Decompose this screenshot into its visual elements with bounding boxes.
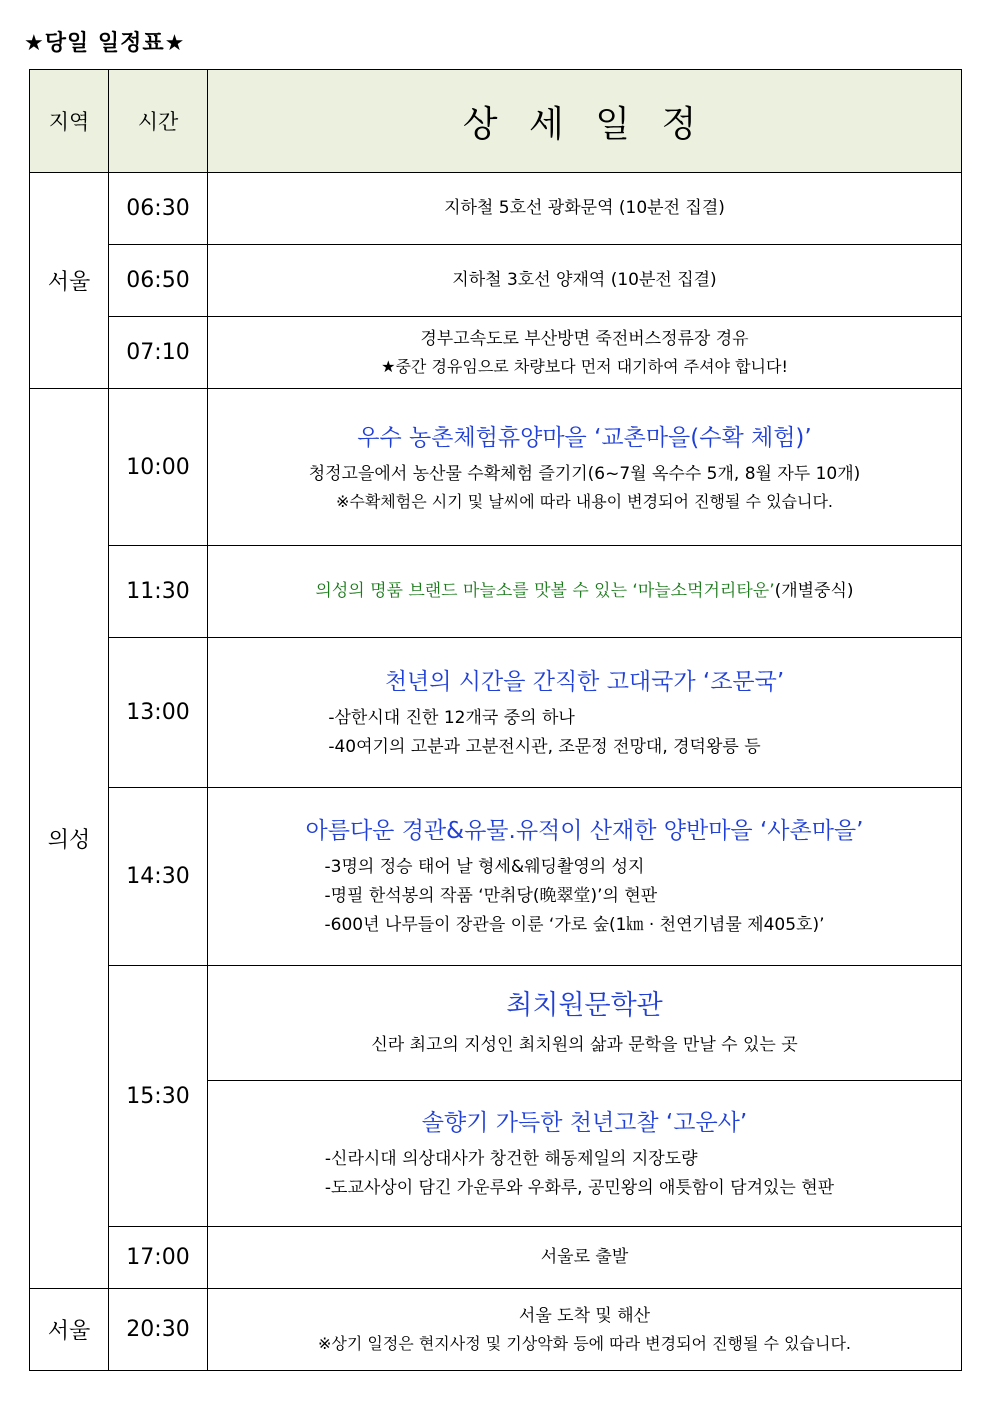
detail-line: 청정고을에서 농산물 수확체험 즐기기(6~7월 옥수수 5개, 8월 자두 10개) bbox=[308, 463, 861, 484]
region-uiseong: 의성 bbox=[30, 389, 109, 1289]
detail-line: 서울 도착 및 해산 bbox=[518, 1306, 651, 1326]
time-cell: 17:00 bbox=[109, 1227, 208, 1289]
bullet-item: -3명의 정승 태어 날 형세&웨딩촬영의 성지 bbox=[324, 857, 645, 877]
detail-cell: 서울로 출발 bbox=[208, 1227, 962, 1289]
table-row bbox=[30, 245, 962, 317]
activity-heading: 최치원문학관 bbox=[506, 989, 663, 1021]
region-seoul-start: 서울 bbox=[30, 173, 109, 389]
notice-line: ★중간 경유임으로 차량보다 먼저 대기하여 주셔야 합니다! bbox=[381, 357, 788, 376]
bullet-item: -삼한시대 진한 12개국 중의 하나 bbox=[328, 707, 575, 728]
header-time: 시간 bbox=[109, 70, 208, 173]
lunch-highlight: 의성의 명품 브랜드 마늘소를 맛볼 수 있는 ‘마늘소먹거리타운’ bbox=[315, 581, 775, 601]
table-row bbox=[30, 317, 962, 389]
detail-cell bbox=[208, 1289, 962, 1371]
time-cell: 14:30 bbox=[109, 788, 208, 966]
header-region: 지역 bbox=[30, 70, 109, 173]
notice-line: ※수확체험은 시기 및 날씨에 따라 내용이 변경되어 진행될 수 있습니다. bbox=[335, 491, 834, 511]
time-cell: 20:30 bbox=[109, 1289, 208, 1371]
header-detail: 상 세 일 정 bbox=[208, 70, 962, 173]
table-row bbox=[30, 638, 962, 788]
bullet-list bbox=[328, 704, 760, 762]
schedule-title: ★당일 일정표★ bbox=[24, 31, 186, 56]
time-cell: 06:30 bbox=[109, 173, 208, 245]
time-cell: 11:30 bbox=[109, 546, 208, 638]
notice-line: ※상기 일정은 현지사정 및 기상악화 등에 따라 변경되어 진행될 수 있습니다. bbox=[317, 1334, 852, 1353]
bullet-item: -신라시대 의상대사가 창건한 해동제일의 지장도량 bbox=[324, 1148, 698, 1169]
detail-cell bbox=[208, 638, 962, 788]
bullet-item: -40여기의 고분과 고분전시관, 조문정 전망대, 경덕왕릉 등 bbox=[328, 736, 761, 757]
lunch-note: (개별중식) bbox=[774, 581, 854, 601]
time-cell: 10:00 bbox=[109, 389, 208, 546]
detail-line: 경부고속도로 부산방면 죽전버스정류장 경유 bbox=[420, 329, 749, 349]
detail-cell bbox=[208, 389, 962, 546]
table-header-row bbox=[30, 70, 962, 173]
detail-cell bbox=[208, 1081, 962, 1227]
detail-cell bbox=[208, 546, 962, 638]
schedule-table bbox=[29, 69, 962, 1371]
time-cell: 06:50 bbox=[109, 245, 208, 317]
table-row bbox=[30, 389, 962, 546]
region-seoul-end: 서울 bbox=[30, 1289, 109, 1371]
table-row bbox=[30, 966, 962, 1081]
activity-heading: 천년의 시간을 간직한 고대국가 ‘조문국’ bbox=[384, 668, 785, 695]
activity-heading: 아름다운 경관&유물.유적이 산재한 양반마을 ‘사촌마을’ bbox=[305, 818, 864, 844]
time-cell: 15:30 bbox=[109, 966, 208, 1227]
detail-line: 신라 최고의 지성인 최치원의 삶과 문학을 만날 수 있는 곳 bbox=[371, 1034, 798, 1055]
time-cell: 13:00 bbox=[109, 638, 208, 788]
bullet-list bbox=[325, 853, 825, 940]
detail-cell bbox=[208, 788, 962, 966]
activity-heading: 솔향기 가득한 천년고찰 ‘고운사’ bbox=[421, 1109, 748, 1136]
time-cell: 07:10 bbox=[109, 317, 208, 389]
bullet-item: -600년 나무들이 장관을 이룬 ‘가로 숲(1㎞ · 천연기념물 제405호)’ bbox=[324, 915, 825, 935]
bullet-list bbox=[325, 1145, 834, 1203]
table-row bbox=[30, 1227, 962, 1289]
detail-cell bbox=[208, 317, 962, 389]
bullet-item: -명필 한석봉의 작품 ‘만취당(晩翠堂)’의 현판 bbox=[324, 886, 658, 906]
bullet-item: -도교사상이 담긴 가운루와 우화루, 공민왕의 애틋함이 담겨있는 현판 bbox=[324, 1177, 835, 1198]
detail-cell bbox=[208, 966, 962, 1081]
table-row bbox=[30, 546, 962, 638]
table-row bbox=[30, 1289, 962, 1371]
detail-cell: 지하철 5호선 광화문역 (10분전 집결) bbox=[208, 173, 962, 245]
activity-heading: 우수 농촌체험휴양마을 ‘교촌마을(수확 체험)’ bbox=[357, 424, 812, 451]
detail-cell: 지하철 3호선 양재역 (10분전 집결) bbox=[208, 245, 962, 317]
table-row bbox=[30, 788, 962, 966]
table-row bbox=[30, 173, 962, 245]
